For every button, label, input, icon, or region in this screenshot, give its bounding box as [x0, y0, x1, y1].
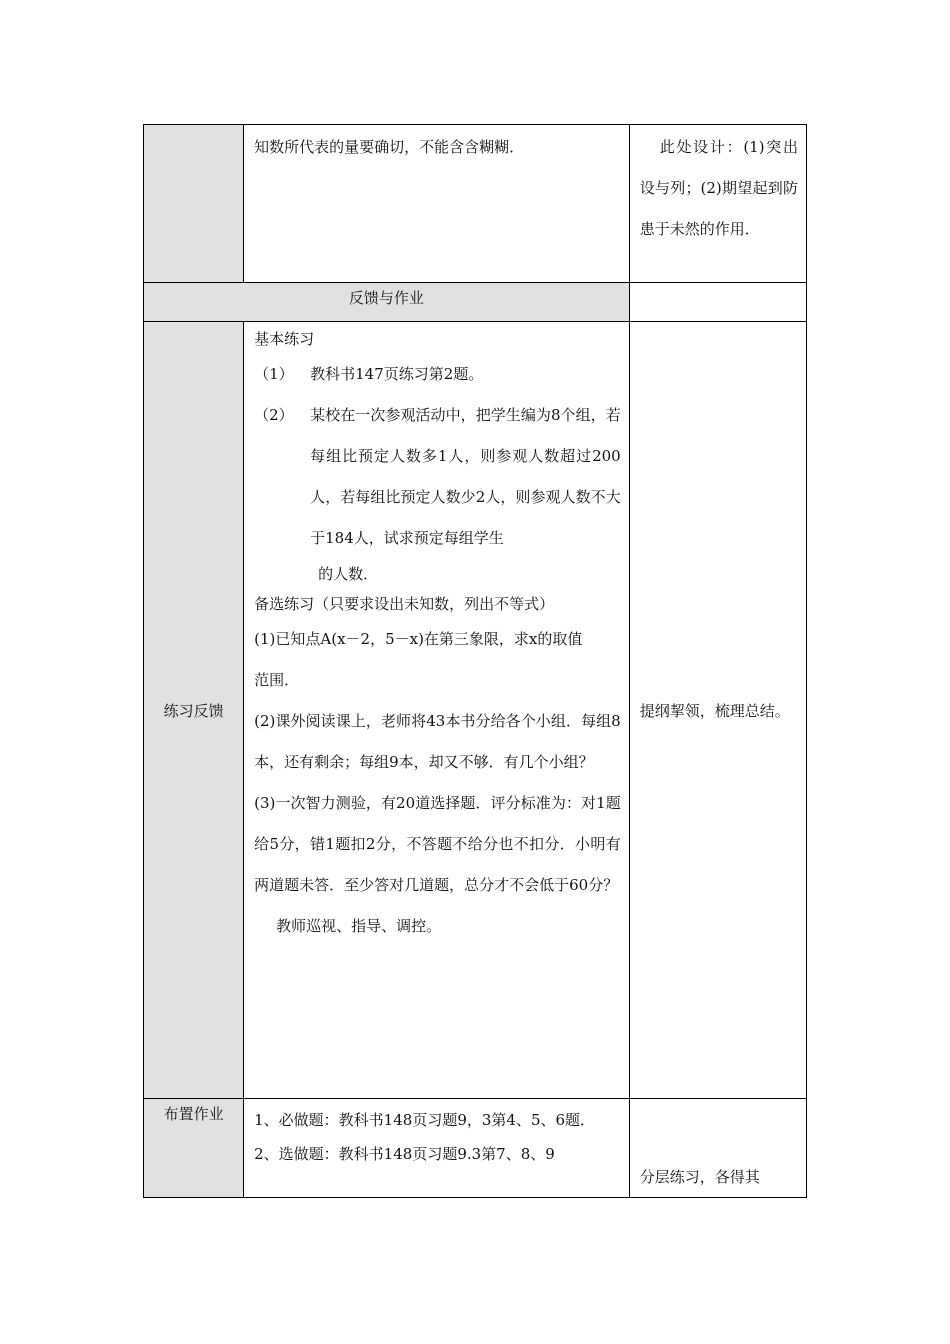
section-header-title: 反馈与作业	[348, 289, 424, 307]
intro-row	[144, 125, 807, 283]
basic-item-2-text: 某校在一次参观活动中，把学生编为8个组，若每组比预定人数多1人，则参观人数超过200人，若每组比预定人数少2人，则参观人数不大于184人，试求预定每组学生	[310, 406, 621, 547]
basic-item-1	[254, 354, 621, 395]
homework-row	[144, 1099, 807, 1198]
intro-content: 知数所代表的量要确切，不能含含糊糊．	[254, 138, 525, 156]
practice-label: 练习反馈	[163, 701, 224, 720]
basic-item-1-number: （1）	[254, 365, 294, 383]
practice-label-cell	[144, 322, 244, 1099]
homework-item-2: 2、选做题：教科书148页习题9.3第7、8、9	[254, 1145, 555, 1163]
practice-row	[144, 322, 807, 1099]
intro-note-cell	[629, 125, 806, 283]
teacher-note: 教师巡视、指导、调控。	[276, 917, 442, 935]
optional-item-2: (2)课外阅读课上，老师将43本书分给各个小组．每组8本，还有剩余；每组9本，却又不够．有几个小组？	[254, 712, 621, 771]
section-header-row	[144, 283, 807, 322]
basic-practice-title: 基本练习	[254, 330, 315, 348]
section-header-cell	[144, 283, 630, 322]
practice-note: 提纲挈领，梳理总结。	[639, 702, 790, 720]
optional-item-1-tail: 范围．	[254, 671, 300, 689]
section-header-empty-cell	[629, 283, 806, 322]
homework-note-cell	[629, 1099, 806, 1198]
intro-note: 此处设计：(1)突出设与列；(2)期望起到防患于未然的作用．	[639, 138, 798, 238]
homework-item-1: 1、必做题：教科书148页习题9，3第4、5、6题．	[254, 1111, 596, 1129]
intro-label-cell	[144, 125, 244, 283]
homework-label: 布置作业	[163, 1105, 224, 1123]
basic-item-1-text: 教科书147页练习第2题。	[310, 365, 484, 383]
optional-item-1: (1)已知点A(x－2，5－x)在第三象限，求x的取值	[254, 630, 583, 648]
basic-item-2	[254, 395, 621, 559]
optional-item-3: (3)一次智力测验，有20道选择题．评分标准为：对1题给5分，错1题扣2分，不答题不给分也不扣分．小明有两道题未答．至少答对几道题，总分才不会低于60分？	[254, 794, 621, 894]
practice-note-cell	[629, 322, 806, 1099]
optional-practice-title: 备选练习（只要求设出未知数，列出不等式）	[254, 595, 555, 613]
basic-item-2-tail: 的人数．	[318, 565, 379, 583]
homework-content-cell	[244, 1099, 630, 1198]
basic-item-2-number: （2）	[254, 406, 294, 424]
homework-note: 分层练习，各得其	[639, 1168, 760, 1186]
practice-content-cell	[244, 322, 630, 1099]
lesson-plan-table	[143, 124, 807, 1198]
intro-content-cell	[244, 125, 630, 283]
homework-label-cell	[144, 1099, 244, 1198]
